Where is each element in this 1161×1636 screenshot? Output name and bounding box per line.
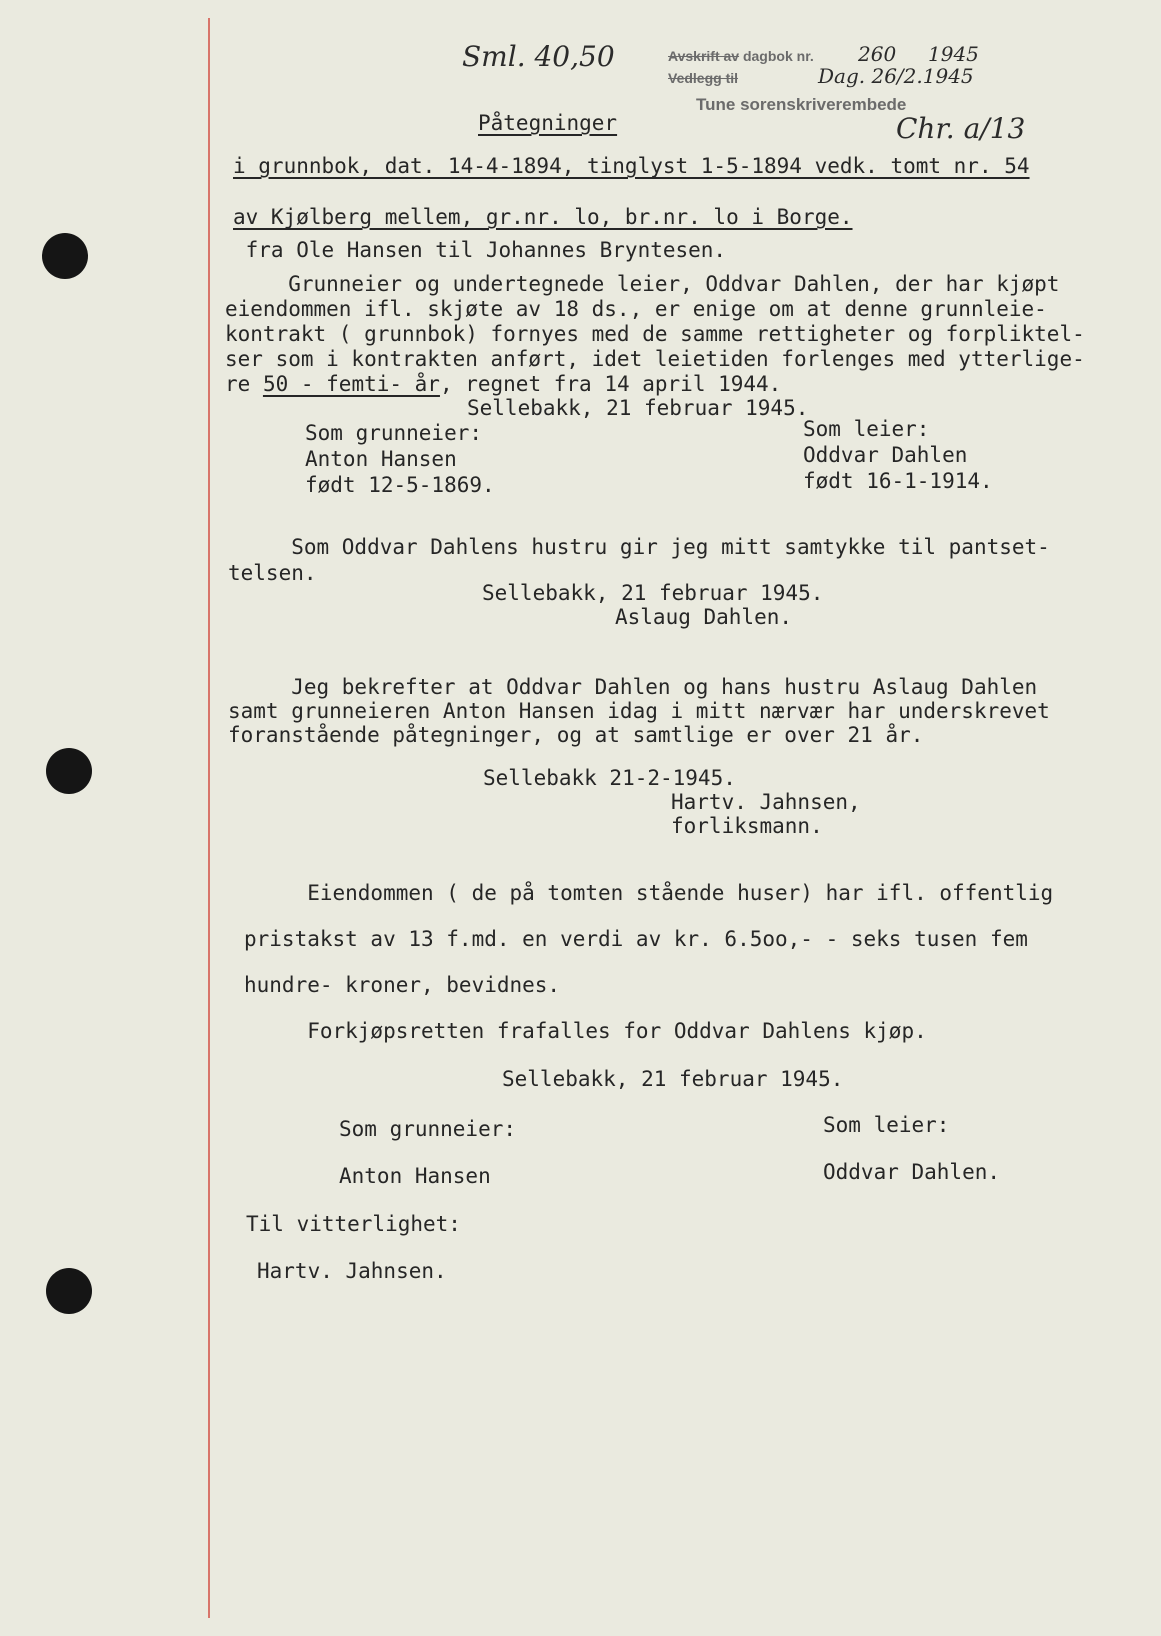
handwritten-clerk-signature: Chr. a/13 [896,112,1026,145]
lessee-birth-1: født 16-1-1914. [803,469,993,493]
owner-name-2: Anton Hansen [339,1164,491,1188]
lessee-name-2: Oddvar Dahlen. [823,1160,1001,1184]
paragraph-2-line-1: Som Oddvar Dahlens hustru gir jeg mitt samtykke til pantset- [228,535,1050,559]
owner-birth-1: født 12-5-1869. [305,473,495,497]
stamp-struck-avskrift: Avskrift av [668,48,740,64]
paragraph-1-last-prefix: re [225,372,263,396]
lessee-label-2: Som leier: [823,1113,950,1137]
owner-label-1: Som grunneier: [305,421,483,445]
witness-title: forliksmann. [671,814,823,838]
place-date-4: Sellebakk, 21 februar 1945. [502,1067,844,1091]
paragraph-3-line-3: foranstående påtegninger, og at samtlige er over 21 år. [228,723,924,747]
stamp-year: 1945 [928,42,979,66]
punch-hole-bottom [46,1268,92,1314]
wife-signature: Aslaug Dahlen. [615,605,793,629]
intro-line-3: fra Ole Hansen til Johannes Bryntesen. [233,238,727,262]
paragraph-1-line-2: eiendommen ifl. skjøte av 18 ds., er enige om at denne grunnleie- [225,297,1047,321]
page-title: Påtegninger [478,111,618,135]
stamp-office-name: Tune sorenskriverembede [696,95,907,114]
paragraph-1-line-5 [225,371,781,397]
place-date-1: Sellebakk, 21 februar 1945. [467,396,809,420]
lease-extension-term: 50 - femti- år [262,372,440,396]
witness-name-2: Hartv. Jahnsen. [257,1259,447,1283]
paragraph-5: Forkjøpsretten frafalles for Oddvar Dahlens kjøp. [244,1019,927,1043]
paragraph-3-line-2: samt grunneieren Anton Hansen idag i mitt nærvær har underskrevet [228,699,1050,723]
punch-hole-middle [46,748,92,794]
paragraph-1-line-3: kontrakt ( grunnbok) fornyes med de samme rettigheter og forpliktel- [225,322,1085,346]
lessee-name-1: Oddvar Dahlen [803,443,968,467]
witness-name-1: Hartv. Jahnsen, [671,790,861,814]
paragraph-1-last-suffix: , regnet fra 14 april 1944. [439,372,782,396]
handwritten-dagbok-number: 260 [858,42,897,66]
place-date-3: Sellebakk 21-2-1945. [483,766,736,790]
stamp-dagbok-label: dagbok nr. [742,48,814,64]
paragraph-1-line-1: Grunneier og undertegnede leier, Oddvar Dahlen, der har kjøpt [225,272,1060,296]
witness-label: Til vitterlighet: [246,1212,461,1236]
paragraph-2-line-2: telsen. [228,561,317,585]
paragraph-4-line-1: Eiendommen ( de på tomten stående huser) har ifl. offentlig [244,881,1054,905]
intro-line-2: av Kjølberg mellem, gr.nr. lo, br.nr. lo i Borge. [233,205,853,229]
owner-name-1: Anton Hansen [305,447,457,471]
handwritten-stamp-date: Dag. 26/2.1945 [818,64,974,88]
stamp-line-1 [668,48,814,64]
paragraph-4-line-2: pristakst av 13 f.md. en verdi av kr. 6.5oo,- - seks tusen fem [244,927,1028,951]
paragraph-1-line-4: ser som i kontrakten anført, idet leietiden forlenges med ytterlige- [225,347,1085,371]
stamp-struck-vedlegg: Vedlegg til [668,70,739,86]
owner-label-2: Som grunneier: [339,1117,517,1141]
punch-hole-top [42,233,88,279]
intro-line-1: i grunnbok, dat. 14-4-1894, tinglyst 1-5-1894 vedk. tomt nr. 54 [233,154,1030,178]
paragraph-4-line-3: hundre- kroner, bevidnes. [244,973,561,997]
lessee-label-1: Som leier: [803,417,930,441]
paragraph-3-line-1: Jeg bekrefter at Oddvar Dahlen og hans hustru Aslaug Dahlen [228,675,1038,699]
handwritten-fee-note: Sml. 40,50 [462,40,615,73]
place-date-2: Sellebakk, 21 februar 1945. [482,581,824,605]
red-margin-line [208,18,210,1618]
